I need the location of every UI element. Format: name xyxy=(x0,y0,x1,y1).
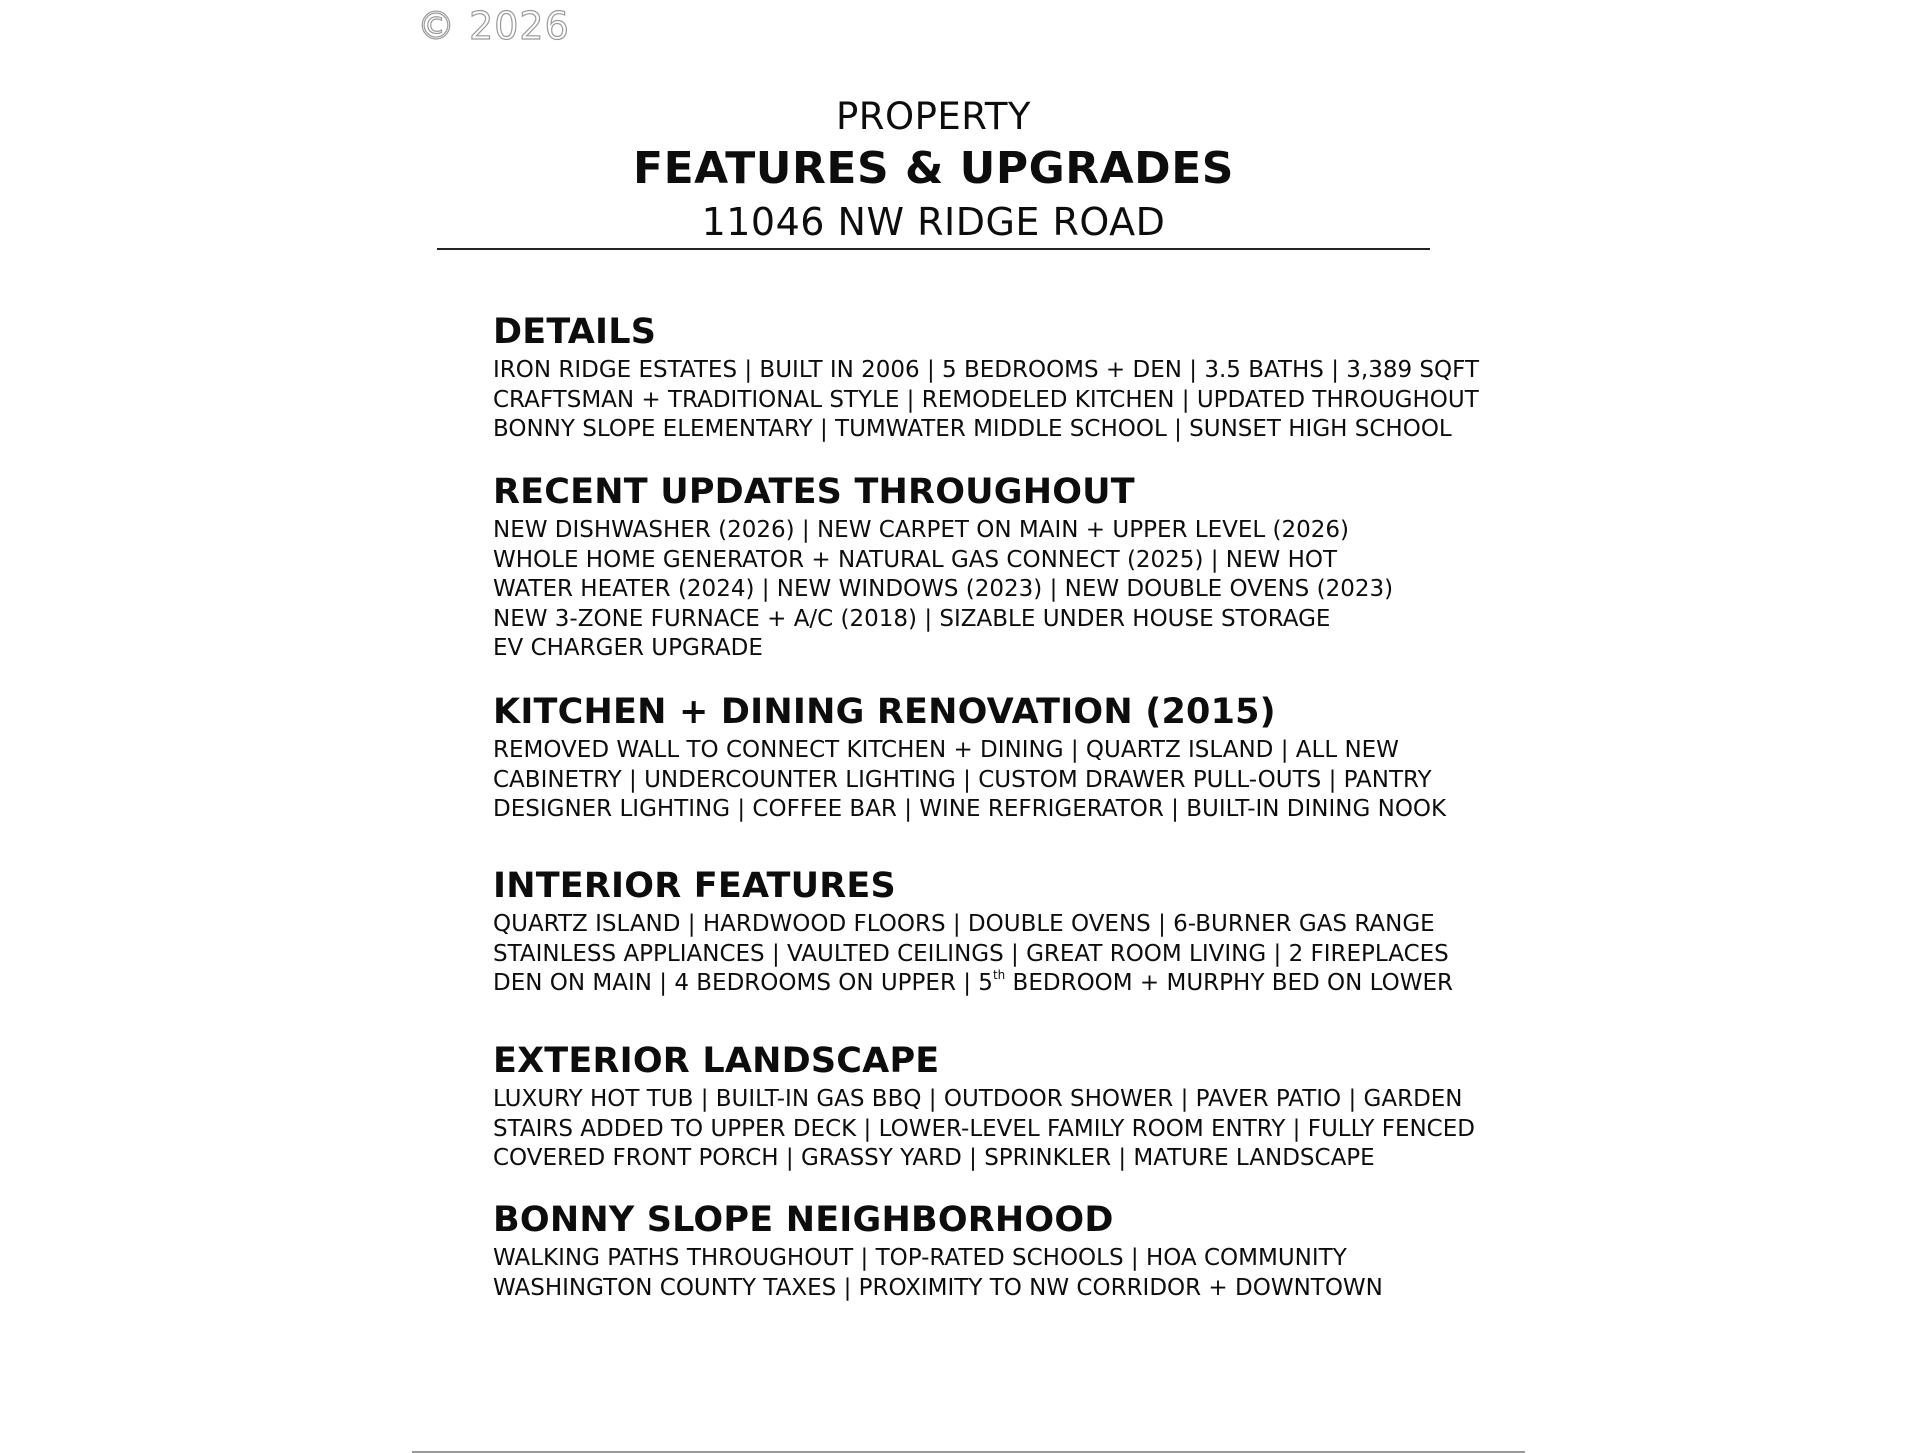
section-heading: EXTERIOR LANDSCAPE xyxy=(493,1041,940,1081)
section-line: LUXURY HOT TUB | BUILT-IN GAS BBQ | OUTDOOR SHOWER | PAVER PATIO | GARDEN xyxy=(493,1086,1463,1112)
section-line: NEW DISHWASHER (2026) | NEW CARPET ON MAIN + UPPER LEVEL (2026) xyxy=(493,517,1349,543)
section-line: CABINETRY | UNDERCOUNTER LIGHTING | CUSTOM DRAWER PULL-OUTS | PANTRY xyxy=(493,766,1432,793)
line-text: BEDROOM + MURPHY BED ON LOWER xyxy=(1005,970,1453,996)
section-recent-updates xyxy=(493,470,1453,664)
section-line: COVERED FRONT PORCH | GRASSY YARD | SPRINKLER | MATURE LANDSCAPE xyxy=(493,1145,1375,1171)
section-exterior-landscape xyxy=(493,1039,1475,1174)
section-heading: BONNY SLOPE NEIGHBORHOOD xyxy=(493,1200,1114,1240)
property-address: 11046 NW RIDGE ROAD xyxy=(701,200,1166,244)
section-line: REMOVED WALL TO CONNECT KITCHEN + DINING | QUARTZ ISLAND | ALL NEW xyxy=(493,737,1399,763)
section-line xyxy=(493,969,1453,999)
copyright-watermark: © 2026 xyxy=(417,4,570,48)
header-divider xyxy=(437,248,1430,250)
section-line: WHOLE HOME GENERATOR + NATURAL GAS CONNECT (2025) | NEW HOT xyxy=(493,546,1338,573)
section-neighborhood xyxy=(493,1198,1453,1303)
section-line: WALKING PATHS THROUGHOUT | TOP-RATED SCHOOLS | HOA COMMUNITY xyxy=(493,1245,1347,1271)
section-line: IRON RIDGE ESTATES | BUILT IN 2006 | 5 BEDROOMS + DEN | 3.5 BATHS | 3,389 SQFT xyxy=(493,357,1480,383)
section-line: EV CHARGER UPGRADE xyxy=(493,635,763,661)
section-line: NEW 3-ZONE FURNACE + A/C (2018) | SIZABLE UNDER HOUSE STORAGE xyxy=(493,605,1331,632)
section-line: STAIRS ADDED TO UPPER DECK | LOWER-LEVEL FAMILY ROOM ENTRY | FULLY FENCED xyxy=(493,1115,1475,1142)
page-title: FEATURES & UPGRADES xyxy=(633,143,1234,194)
section-heading: RECENT UPDATES THROUGHOUT xyxy=(493,472,1135,512)
section-heading: KITCHEN + DINING RENOVATION (2015) xyxy=(493,692,1276,732)
document-header xyxy=(437,92,1430,248)
section-line: WASHINGTON COUNTY TAXES | PROXIMITY TO NW CORRIDOR + DOWNTOWN xyxy=(493,1274,1383,1301)
section-heading: INTERIOR FEATURES xyxy=(493,866,896,906)
section-line: DESIGNER LIGHTING | COFFEE BAR | WINE REFRIGERATOR | BUILT-IN DINING NOOK xyxy=(493,796,1447,822)
header-kicker: PROPERTY xyxy=(835,95,1032,138)
section-line: BONNY SLOPE ELEMENTARY | TUMWATER MIDDLE SCHOOL | SUNSET HIGH SCHOOL xyxy=(493,416,1452,442)
section-line: WATER HEATER (2024) | NEW WINDOWS (2023) | NEW DOUBLE OVENS (2023) xyxy=(493,576,1394,602)
section-details xyxy=(493,310,1480,445)
section-kitchen-dining xyxy=(493,690,1453,825)
section-line: STAINLESS APPLIANCES | VAULTED CEILINGS | GREAT ROOM LIVING | 2 FIREPLACES xyxy=(493,940,1449,967)
line-text: DEN ON MAIN | 4 BEDROOMS ON UPPER | 5 xyxy=(493,970,993,996)
section-line: QUARTZ ISLAND | HARDWOOD FLOORS | DOUBLE OVENS | 6-BURNER GAS RANGE xyxy=(493,911,1435,937)
section-interior-features xyxy=(493,864,1453,999)
section-heading: DETAILS xyxy=(493,312,657,352)
section-line: CRAFTSMAN + TRADITIONAL STYLE | REMODELED KITCHEN | UPDATED THROUGHOUT xyxy=(493,386,1479,413)
ordinal-suffix: th xyxy=(992,968,1006,982)
